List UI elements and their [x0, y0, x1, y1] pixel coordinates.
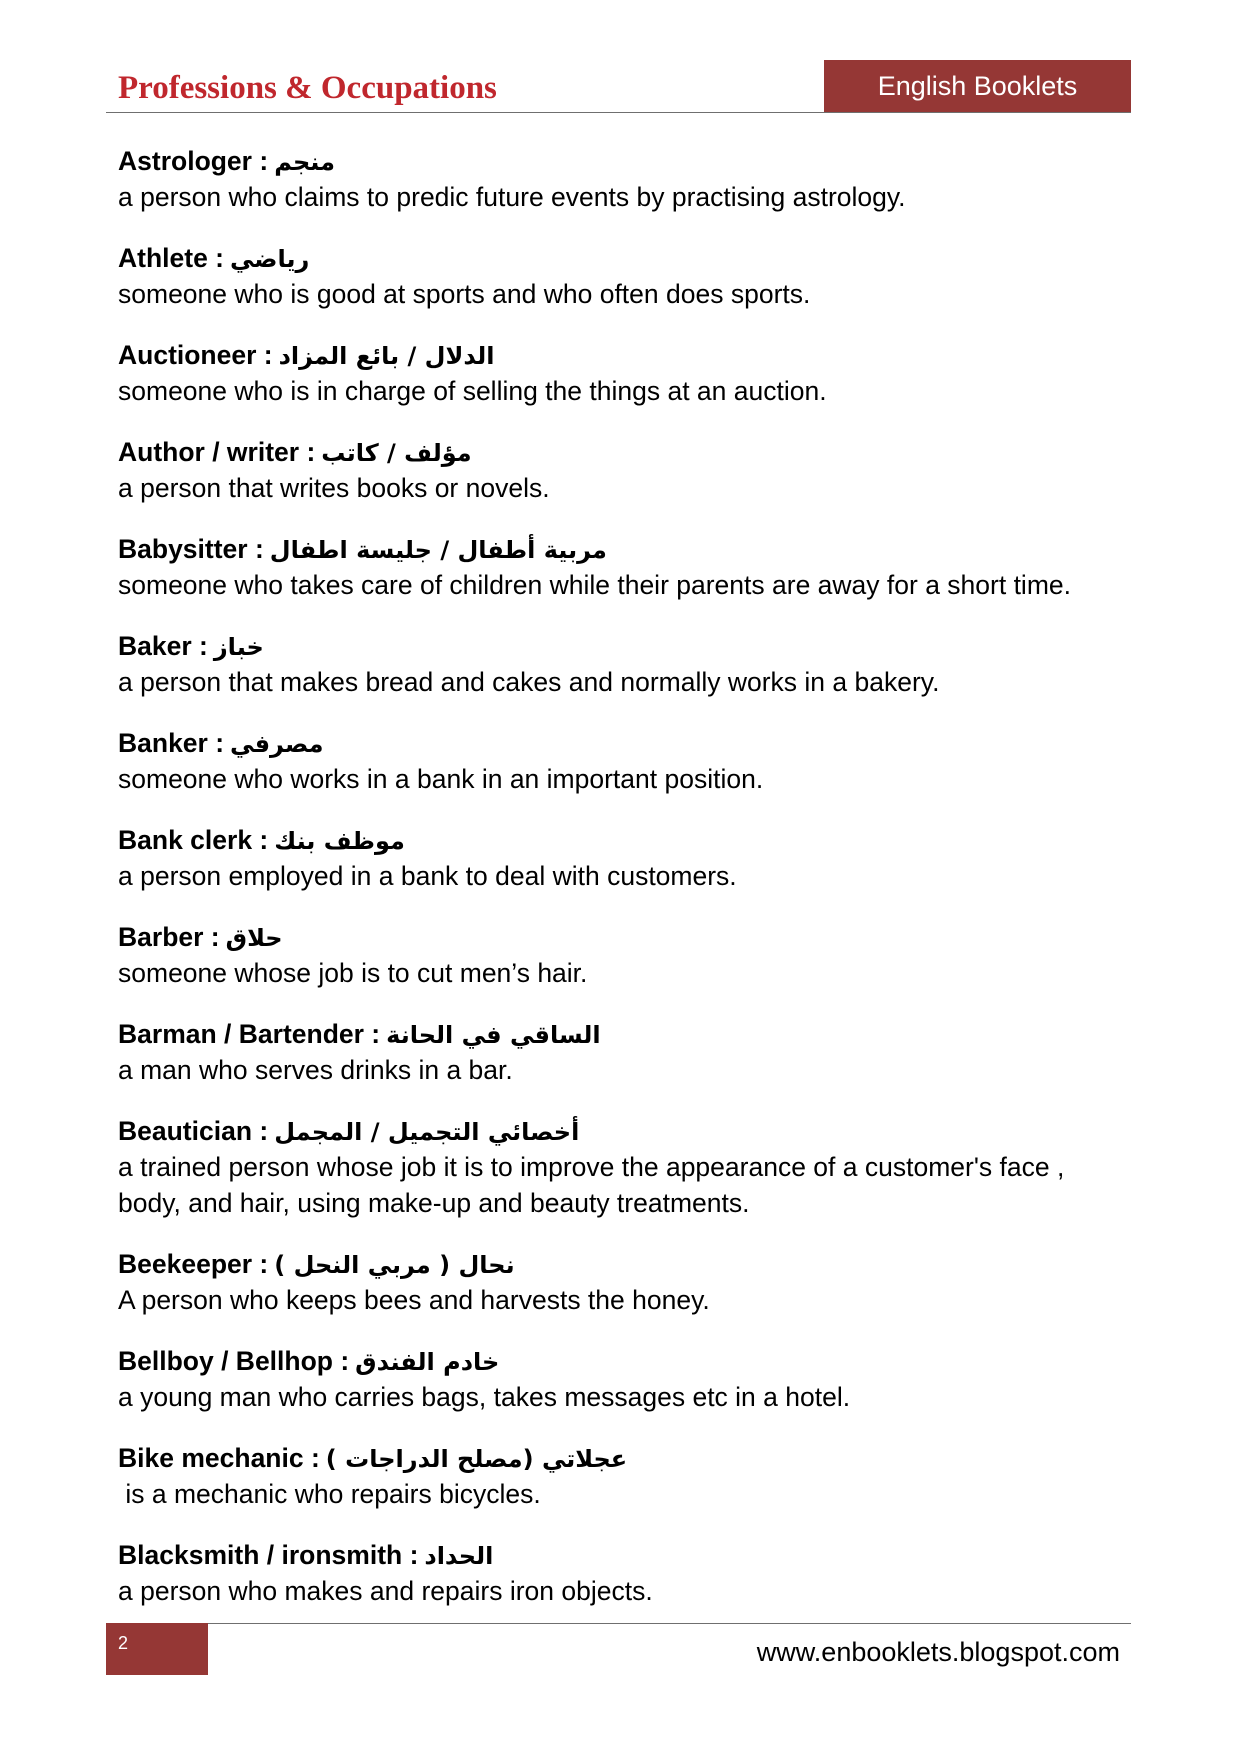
entry-term: Bellboy / Bellhop :	[118, 1346, 350, 1376]
entry-definition: someone who works in a bank in an important position.	[118, 764, 764, 794]
entry-arabic: أخصائي التجميل / المجمل	[274, 1118, 580, 1146]
vocabulary-entry	[118, 628, 1128, 700]
booklet-badge: English Booklets	[824, 60, 1131, 112]
entry-definition: someone who is in charge of selling the things at an auction.	[118, 376, 827, 406]
vocabulary-entry	[118, 531, 1128, 603]
page-title: Professions & Occupations	[118, 70, 497, 106]
entry-term: Barman / Bartender :	[118, 1019, 381, 1049]
vocabulary-entry	[118, 143, 1128, 215]
vocabulary-entry	[118, 822, 1128, 894]
entry-definition: someone who takes care of children while their parents are away for a short time.	[118, 570, 1071, 600]
entry-term: Bike mechanic :	[118, 1443, 320, 1473]
entry-term: Beekeeper :	[118, 1249, 269, 1279]
entry-arabic: الدلال / بائع المزاد	[278, 342, 495, 370]
entry-term: Barber :	[118, 922, 220, 952]
vocabulary-entry	[118, 337, 1128, 409]
entry-heading	[118, 822, 1128, 858]
entry-term: Bank clerk :	[118, 825, 269, 855]
vocabulary-entry	[118, 434, 1128, 506]
entry-heading	[118, 1113, 1128, 1149]
page-number-box	[106, 1623, 208, 1675]
vocabulary-entry	[118, 725, 1128, 797]
entry-arabic: الساقي في الحانة	[386, 1021, 601, 1049]
entry-definition: a person that writes books or novels.	[118, 473, 550, 503]
entry-term: Babysitter :	[118, 534, 264, 564]
vocabulary-list	[118, 143, 1128, 1634]
entry-arabic: خادم الفندق	[355, 1348, 500, 1376]
entry-heading	[118, 240, 1128, 276]
entry-arabic: موظف بنك	[274, 827, 405, 855]
entry-arabic: نحال ( مربي النحل )	[274, 1251, 515, 1279]
entry-heading	[118, 531, 1128, 567]
entry-definition: body, and hair, using make-up and beauty treatments.	[118, 1188, 750, 1218]
entry-term: Beautician :	[118, 1116, 269, 1146]
entry-term: Athlete :	[118, 243, 224, 273]
entry-arabic: خباز	[213, 633, 264, 661]
footer-divider	[106, 1623, 1131, 1624]
entry-definition: a person who claims to predic future events by practising astrology.	[118, 182, 906, 212]
entry-definition: a young man who carries bags, takes messages etc in a hotel.	[118, 1382, 851, 1412]
header-divider	[106, 112, 1131, 113]
entry-heading	[118, 337, 1128, 373]
entry-term: Banker :	[118, 728, 225, 758]
entry-heading	[118, 725, 1128, 761]
entry-heading	[118, 628, 1128, 664]
entry-arabic: مؤلف / كاتب	[321, 439, 472, 467]
entry-definition: a person that makes bread and cakes and normally works in a bakery.	[118, 667, 940, 697]
entry-term: Blacksmith / ironsmith :	[118, 1540, 419, 1570]
entry-heading	[118, 1343, 1128, 1379]
vocabulary-entry	[118, 1113, 1128, 1221]
vocabulary-entry	[118, 1440, 1128, 1512]
entry-term: Baker :	[118, 631, 208, 661]
entry-heading	[118, 143, 1128, 179]
entry-arabic: الحداد	[424, 1542, 494, 1570]
entry-definition: is a mechanic who repairs bicycles.	[118, 1479, 541, 1509]
entry-arabic: عجلاتي (مصلح الدراجات )	[325, 1445, 628, 1473]
entry-heading	[118, 434, 1128, 470]
entry-definition: a person who makes and repairs iron objects.	[118, 1576, 653, 1606]
page-number: 2	[118, 1633, 129, 1653]
entry-heading	[118, 1246, 1128, 1282]
entry-heading	[118, 919, 1128, 955]
entry-heading	[118, 1537, 1128, 1573]
vocabulary-entry	[118, 240, 1128, 312]
entry-term: Author / writer :	[118, 437, 316, 467]
vocabulary-entry	[118, 919, 1128, 991]
entry-term: Astrologer :	[118, 146, 269, 176]
entry-arabic: منجم	[274, 148, 335, 176]
entry-arabic: مصرفي	[230, 730, 324, 758]
entry-arabic: حلاق	[225, 924, 283, 952]
footer-url: www.enbooklets.blogspot.com	[756, 1637, 1120, 1667]
entry-definition: a man who serves drinks in a bar.	[118, 1055, 513, 1085]
vocabulary-entry	[118, 1016, 1128, 1088]
entry-definition: someone who is good at sports and who often does sports.	[118, 279, 811, 309]
entry-definition: a trained person whose job it is to improve the appearance of a customer's face ,	[118, 1152, 1065, 1182]
entry-definition: a person employed in a bank to deal with customers.	[118, 861, 737, 891]
entry-arabic: رياضي	[230, 245, 310, 273]
vocabulary-entry	[118, 1246, 1128, 1318]
vocabulary-entry	[118, 1537, 1128, 1609]
entry-term: Auctioneer :	[118, 340, 273, 370]
entry-arabic: مربية أطفال / جليسة اطفال	[269, 536, 607, 564]
vocabulary-entry	[118, 1343, 1128, 1415]
entry-definition: someone whose job is to cut men’s hair.	[118, 958, 588, 988]
entry-definition: A person who keeps bees and harvests the honey.	[118, 1285, 710, 1315]
entry-heading	[118, 1016, 1128, 1052]
entry-heading	[118, 1440, 1128, 1476]
